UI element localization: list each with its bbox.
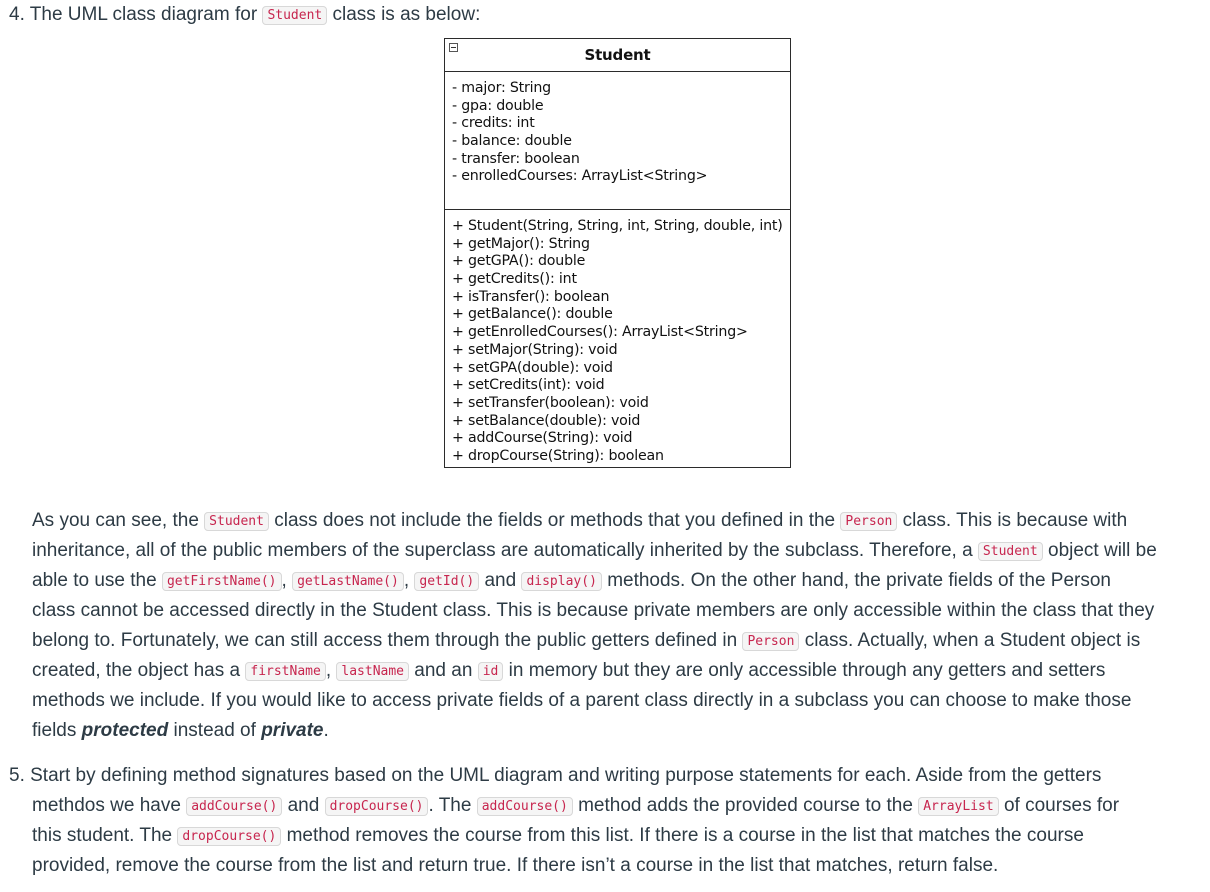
uml-method: + getMajor(): String [452, 235, 590, 252]
code-arraylist: ArrayList [918, 797, 998, 816]
text-line: As you can see, the Student class does not include the fields or methods that you defined in the Person class. This is because with [32, 510, 1128, 531]
code-id: id [478, 662, 504, 681]
text-line: this student. The dropCourse() method removes the course from this list. If there is a course in the list that matches the course [32, 825, 1084, 846]
code-student: Student [978, 542, 1043, 561]
text-line: inheritance, all of the public members of the superclass are automatically inherited by the subclass. Therefore, a Student object will be [32, 540, 1157, 561]
code-dropcourse: dropCourse() [325, 797, 429, 816]
emphasis-private: private [261, 720, 324, 741]
code-getfirstname: getFirstName() [162, 572, 282, 591]
explanation-paragraph [32, 506, 1207, 746]
item-5 [9, 761, 1199, 881]
uml-fields [445, 72, 790, 210]
text-line: provided, remove the course from the list and return true. If there isn’t a course in the list that matches, return false. [32, 855, 999, 876]
code-dropcourse: dropCourse() [177, 827, 281, 846]
uml-method: + Student(String, String, int, String, double, int) [452, 218, 783, 234]
uml-class-diagram [444, 38, 791, 468]
uml-field: - enrolledCourses: ArrayList<String> [452, 168, 708, 185]
uml-field: - balance: double [452, 133, 572, 150]
uml-method: + dropCourse(String): boolean [452, 447, 664, 464]
item-4-heading: 4. The UML class diagram for Student class is as below: [9, 4, 481, 25]
uml-method: + getBalance(): double [452, 306, 613, 323]
text-line: created, the object has a firstName , lastName and an id in memory but they are only accessible through any getters and setters [32, 660, 1106, 681]
uml-class-header [445, 39, 790, 72]
uml-method: + setBalance(double): void [452, 412, 641, 429]
uml-methods [445, 210, 790, 466]
uml-field: - credits: int [452, 115, 535, 132]
code-student: Student [262, 6, 327, 25]
uml-method: + setGPA(double): void [452, 359, 613, 376]
text-line: fields protected instead of private. [32, 720, 329, 741]
code-getlastname: getLastName() [292, 572, 404, 591]
text-line: class cannot be accessed directly in the Student class. This is because private members are only accessible within the class that they [32, 600, 1155, 621]
text-line: able to use the getFirstName() , getLastName() , getId() and display() methods. On the other hand, the private fields of the Person [32, 570, 1111, 591]
code-display: display() [521, 572, 601, 591]
uml-field: - transfer: boolean [452, 150, 580, 167]
code-addcourse: addCourse() [477, 797, 573, 816]
text-line: methdos we have addCourse() and dropCourse() . The addCourse() method adds the provided course to the ArrayList of courses for [32, 795, 1120, 816]
uml-method: + isTransfer(): boolean [452, 288, 610, 305]
text-line: 5. Start by defining method signatures based on the UML diagram and writing purpose statements for each. Aside from the getters [9, 765, 1102, 786]
uml-method: + addCourse(String): void [452, 430, 633, 447]
code-person: Person [742, 632, 799, 651]
uml-method: + getGPA(): double [452, 253, 586, 270]
uml-field: - gpa: double [452, 97, 544, 114]
emphasis-protected: protected [81, 720, 169, 741]
text-line: methods we include. If you would like to access private fields of a parent class directly in a subclass you can choose to make those [32, 690, 1132, 711]
uml-method: + setMajor(String): void [452, 341, 618, 358]
uml-class-name: Student [584, 46, 651, 64]
uml-method: + getCredits(): int [452, 271, 577, 288]
uml-method: + setCredits(int): void [452, 377, 605, 394]
code-lastname: lastName [336, 662, 409, 681]
code-firstname: firstName [245, 662, 325, 681]
text-line: belong to. Fortunately, we can still access them through the public getters defined in Person class. Actually, when a Student object is [32, 630, 1141, 651]
code-getid: getId() [414, 572, 479, 591]
code-student: Student [204, 512, 269, 531]
uml-field: - major: String [452, 80, 551, 96]
uml-method: + getEnrolledCourses(): ArrayList<String> [452, 324, 748, 341]
uml-method: + setTransfer(boolean): void [452, 394, 649, 411]
code-addcourse: addCourse() [186, 797, 282, 816]
code-person: Person [840, 512, 897, 531]
